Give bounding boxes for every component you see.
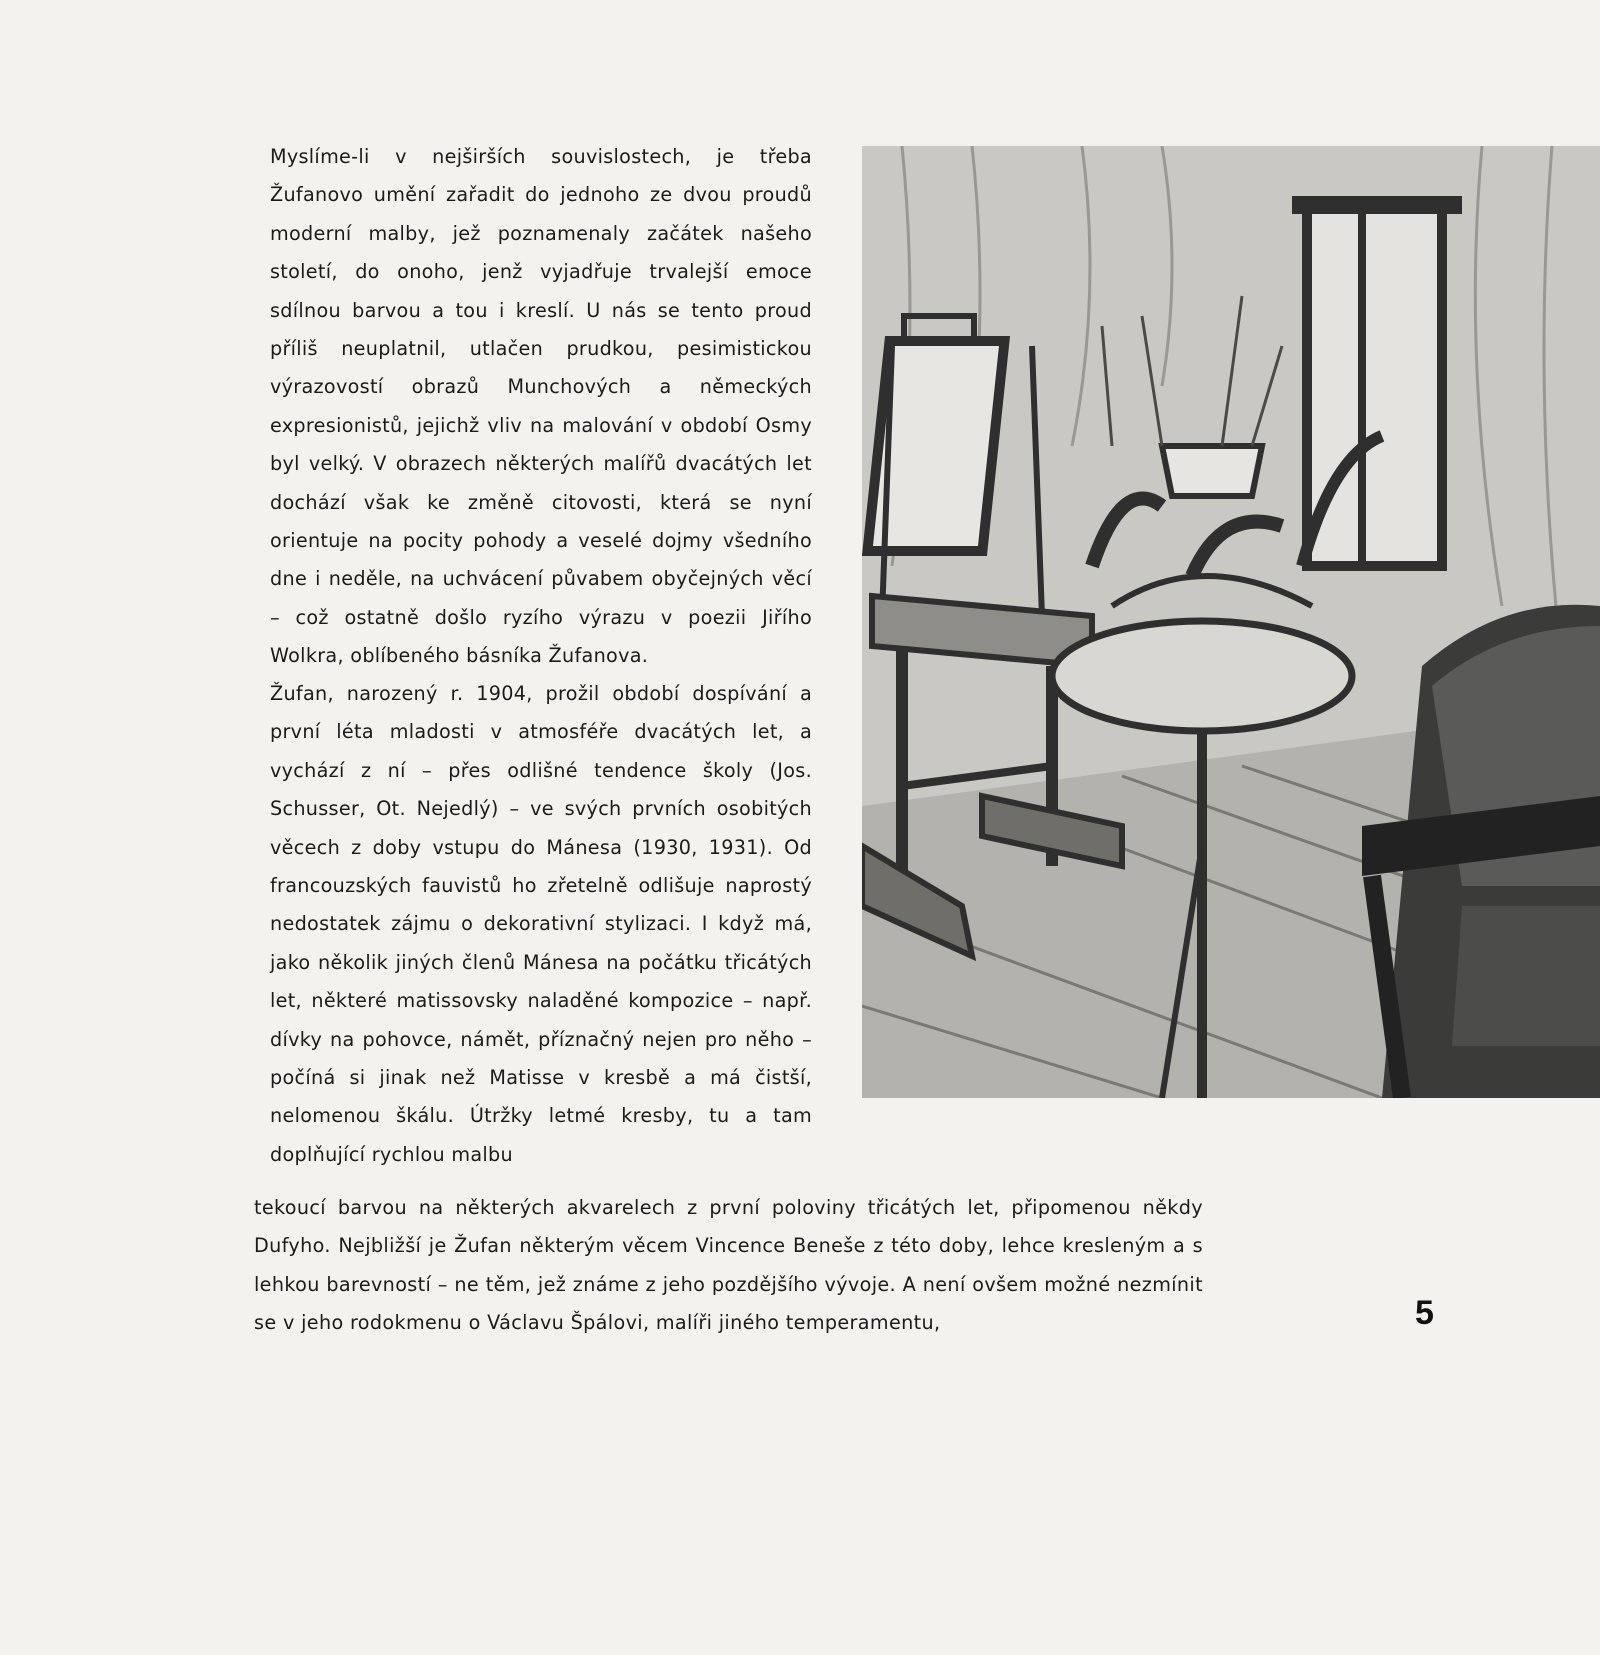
paragraph-2-column: Žufan, narozený r. 1904, prožil období dospívání a první léta mladosti v atmosféře dvacátých let, a vychází z ní – přes odlišné tendence školy (Jos. Schusser, Ot. Nejedlý) – ve svých prvních osobitých věcech z doby vstupu do Mánesa (1930, 1931). Od francouzských fauvistů ho zřetelně odlišuje naprostý nedostatek zájmu o dekorativní stylizaci. I když má, jako několik jiných členů Mánesa na počátku třicátých let, některé matissovsky naladěné kompozice – např. dívky na pohovce, námět, příznačný nejen pro něho – počíná si jinak než Matisse v kresbě a má čistší, nelomenou škálu. Útržky letmé kresby, tu a tam doplňující rychlou malbu bbox=[270, 682, 812, 1166]
paragraph-2-continued: tekoucí barvou na některých akvarelech z první poloviny třicátých let, připomenou někdy Dufyho. Nejbližší je Žufan některým věcem Vincence Beneše z této doby, lehce kresleným a s lehkou barevností – ne těm, jež známe z jeho pozdějšího vývoje. A není ovšem možné nezmínit se v jeho rodokmenu o Václavu Špálovi, malíři jiného temperamentu, bbox=[254, 1196, 1203, 1335]
interior-painting bbox=[862, 146, 1600, 1098]
paragraph-1: Myslíme-li v nejširších souvislostech, je třeba Žufanovo umění zařadit do jednoho ze dvou proudů moderní malby, jež poznamenaly začátek našeho století, do onoho, jenž vyjadřuje trvalejší emoce sdílnou barvou a tou i kreslí. U nás se tento proud příliš neuplatnil, utlačen prudkou, pesimistickou výrazovostí obrazů Munchových a německých expresionistů, jejichž vliv na malování v období Osmy byl velký. V obrazech některých malířů dvacátých let dochází však ke změně citovosti, která se nyní orientuje na pocity pohody a veselé dojmy všedního dne i neděle, na uchvácení půvabem obyčejných věcí – což ostatně došlo ryzího výrazu v poezii Jiřího Wolkra, oblíbeného básníka Žufanova. bbox=[270, 145, 812, 668]
page-number: 5 bbox=[1415, 1294, 1434, 1332]
interior-painting-icon bbox=[862, 146, 1600, 1098]
